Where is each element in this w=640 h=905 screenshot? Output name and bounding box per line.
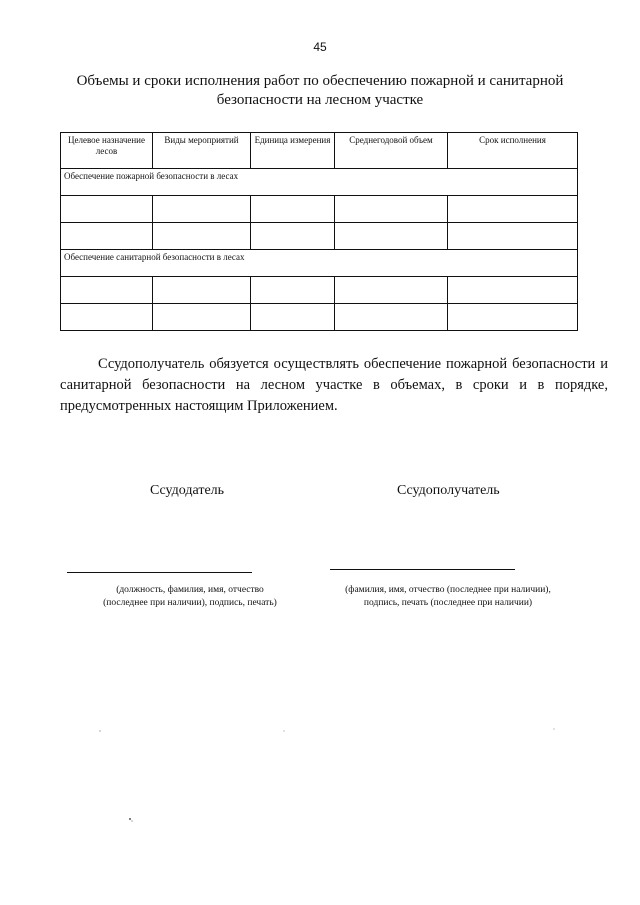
table-row [61, 196, 578, 223]
table-cell [448, 196, 578, 223]
lender-caption-line-2: (последнее при наличии), подпись, печать) [103, 598, 277, 608]
scan-speck [99, 730, 100, 731]
table-cell [153, 196, 251, 223]
table-row [61, 304, 578, 331]
header-cell-deadline: Срок исполнения [448, 133, 578, 169]
scan-speck [553, 728, 554, 729]
section-label-sanitary: Обеспечение санитарной безопасности в лесах [61, 250, 578, 277]
scan-speck [129, 818, 131, 820]
table-cell [251, 223, 335, 250]
section-row-sanitary [61, 250, 578, 277]
section-label-fire: Обеспечение пожарной безопасности в лесах [61, 169, 578, 196]
table-cell [251, 196, 335, 223]
lender-caption-line-1: (должность, фамилия, имя, отчество [116, 585, 264, 595]
lender-signature-caption [70, 584, 310, 610]
section-row-fire [61, 169, 578, 196]
header-cell-purpose: Целевое назначение лесов [61, 133, 153, 169]
table-header-row [61, 133, 578, 169]
header-cell-annual-volume: Среднегодовой объем [335, 133, 448, 169]
scan-speck [283, 730, 284, 731]
header-cell-unit: Единица измерения [251, 133, 335, 169]
table-cell [251, 277, 335, 304]
title-line-1: Объемы и сроки исполнения работ по обеспечению пожарной и санитарной [76, 73, 564, 89]
table-cell [153, 277, 251, 304]
document-title [60, 72, 580, 110]
table-cell [153, 223, 251, 250]
table-cell [335, 277, 448, 304]
borrower-caption-line-1: (фамилия, имя, отчество (последнее при наличии), [345, 585, 551, 595]
table-cell [448, 304, 578, 331]
table-row [61, 223, 578, 250]
borrower-signature-caption [328, 584, 568, 610]
borrower-signature-line [330, 569, 515, 570]
table-cell [448, 223, 578, 250]
table-cell [61, 304, 153, 331]
obligation-paragraph: Ссудополучатель обязуется осуществлять обеспечение пожарной безопасности и санитарной безопасности на лесном участке в объемах, в сроки и в порядке, предусмотренных настоящим Приложением. [60, 356, 608, 414]
table-cell [335, 196, 448, 223]
scan-speck [131, 820, 132, 821]
table-row [61, 277, 578, 304]
borrower-title: Ссудополучатель [397, 483, 500, 498]
borrower-caption-line-2: подпись, печать (последнее при наличии) [363, 598, 533, 608]
table-cell [335, 223, 448, 250]
works-table [60, 132, 578, 331]
table-cell [61, 223, 153, 250]
header-cell-activity-type: Виды мероприятий [153, 133, 251, 169]
table-cell [153, 304, 251, 331]
table-cell [448, 277, 578, 304]
table-cell [335, 304, 448, 331]
lender-title: Ссудодатель [150, 483, 225, 498]
title-line-2: безопасности на лесном участке [216, 92, 424, 108]
table-cell [61, 277, 153, 304]
page-number: 45 [313, 40, 327, 54]
lender-signature-line [67, 572, 252, 573]
table-cell [61, 196, 153, 223]
table-cell [251, 304, 335, 331]
